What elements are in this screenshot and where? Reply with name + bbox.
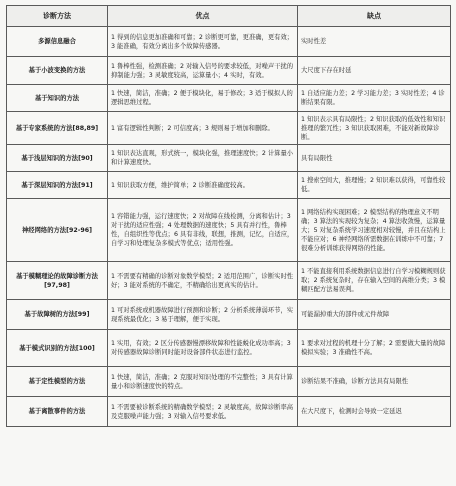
cons-cell: 在大尺度下，检测时会导致一定延迟 <box>298 397 451 427</box>
table-header-row <box>7 6 451 27</box>
header-pros: 优点 <box>108 6 298 27</box>
table-row <box>7 27 451 57</box>
pros-cell: 1 鲁棒性强，检测准确；2 对输入信号的要求较低，对噪声干扰的抑制能力强；3 灵敏度较高，运算量小；4 实时，有效。 <box>108 57 298 85</box>
table-row <box>7 262 451 300</box>
method-cell: 基于知识的方法 <box>7 85 108 112</box>
table-row <box>7 330 451 367</box>
method-cell: 基于故障树的方法[99] <box>7 300 108 330</box>
cons-cell: 1 不能直接利用系统数据信息进行自学习模糊规则获取；2 系统复杂时，存在输入空间的高维分类；3 模糊匹配方法易误判。 <box>298 262 451 300</box>
method-cell: 多源信息融合 <box>7 27 108 57</box>
cons-cell: 1 知识表示具有局限性；2 知识获取的低效性和知识推理的繁冗性；3 知识获取困难，不能对新故障诊断。 <box>298 112 451 145</box>
method-cell: 基于小波变换的方法 <box>7 57 108 85</box>
header-method: 诊断方法 <box>7 6 108 27</box>
method-cell: 基于专家系统的方法[88,89] <box>7 112 108 145</box>
method-cell: 基于模式识别的方法[100] <box>7 330 108 367</box>
cons-cell: 可能漏掉重大的部件或元件故障 <box>298 300 451 330</box>
pros-cell: 1 富有逻辑性判断；2 可信度高；3 规则易于增加和删除。 <box>108 112 298 145</box>
pros-cell: 1 快速，简洁，准确；2 便于模块化，易于修改；3 适于模拟人的逻辑思维过程。 <box>108 85 298 112</box>
pros-cell: 1 可对系统或机器故障进行预测和诊断；2 分析系统薄弱环节，实现系统最优化；3 易于理解，便于实现。 <box>108 300 298 330</box>
header-cons: 缺点 <box>298 6 451 27</box>
pros-cell: 1 实用，有效；2 区分传感器慢漂移故障和性能蜕化成功率高；3 对传感器故障诊断同时能对设备部件状态进行监控。 <box>108 330 298 367</box>
table-row <box>7 199 451 262</box>
method-cell: 基于定性模型的方法 <box>7 367 108 397</box>
cons-cell: 实时性差 <box>298 27 451 57</box>
table-row <box>7 397 451 427</box>
pros-cell: 1 不需要有精确的诊断对象数学模型；2 适用范围广，诊断实时性好；3 能对系统的不确定，不精确给出更真实的估计。 <box>108 262 298 300</box>
table-row <box>7 172 451 199</box>
method-cell: 神经网络的方法[92-96] <box>7 199 108 262</box>
comparison-table <box>6 5 451 427</box>
pros-cell: 1 得到的信息更加准确和可靠；2 诊断更可靠，更准确，更有效；3 能准确，有效分离出多个故障传感器。 <box>108 27 298 57</box>
pros-cell: 1 容错能力强，运行速度快；2 对故障在线检测，分离和估计；3 对干扰的适应性强；4 处理数据的速度快；5 具有并行性，鲁棒性，自组织性等优点；6 具有非线，联想，推测，记忆，自适应，自学习和处理复杂多模式等优点；适用性强。 <box>108 199 298 262</box>
method-cell: 基于深层知识的方法[91] <box>7 172 108 199</box>
cons-cell: 1 自适应能力差；2 学习能力差；3 实时性差；4 诊断结果有限。 <box>298 85 451 112</box>
method-cell: 基于模糊理论的故障诊断方法[97,98] <box>7 262 108 300</box>
cons-cell: 1 网络结构实现困难；2 模型结构的物理意义不明确；3 算法的实现较为复杂；4 算法收敛慢，运算量大；5 对复杂系统学习速度相对较慢，并且在结构上不能应对；6 神经网络所需数据在训练中不可靠；7 很难分析训练获得网络的性能。 <box>298 199 451 262</box>
method-cell: 基于浅层知识的方法[90] <box>7 145 108 172</box>
cons-cell: 具有局限性 <box>298 145 451 172</box>
pros-cell: 1 知识表达直观，形式统一，模块化强，推理速度快；2 计算量小和计算速度快。 <box>108 145 298 172</box>
table-row <box>7 57 451 85</box>
cons-cell: 1 要求对过程的机理十分了解；2 需要做大量的故障模拟实验；3 准确性不高。 <box>298 330 451 367</box>
pros-cell: 1 知识获取方便，维护简单；2 诊断准确度较高。 <box>108 172 298 199</box>
table-row <box>7 145 451 172</box>
method-cell: 基于离散事件的方法 <box>7 397 108 427</box>
cons-cell: 大尺度下存在时延 <box>298 57 451 85</box>
table-row <box>7 112 451 145</box>
cons-cell: 诊断结果不准确，诊断方法具有局限性 <box>298 367 451 397</box>
pros-cell: 1 不需要被诊断系统的精确数学模型；2 灵敏度高，故障诊断率高及克服噪声能力强；3 对输入信号要求低。 <box>108 397 298 427</box>
pros-cell: 1 快速，简洁，准确；2 克服对知识处理的不完整性；3 具有计算量小和诊断速度快的特点。 <box>108 367 298 397</box>
table-row <box>7 300 451 330</box>
cons-cell: 1 搜索空间大，推理慢；2 知识难以获得，可靠性较低。 <box>298 172 451 199</box>
table-row <box>7 85 451 112</box>
table-row <box>7 367 451 397</box>
